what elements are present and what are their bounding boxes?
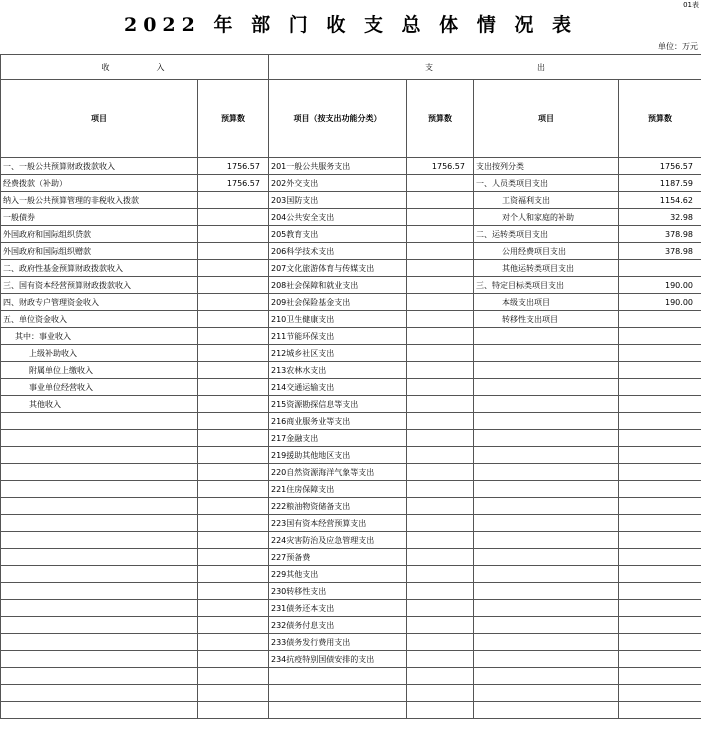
income-budget-cell [198, 583, 269, 600]
expense-budget-cell [407, 430, 474, 447]
expense-category-cell: 支出按列分类 [474, 158, 619, 175]
income-budget-cell [198, 668, 269, 685]
income-budget-cell [198, 685, 269, 702]
income-item-cell [1, 583, 198, 600]
expense-function-cell: 224灾害防治及应急管理支出 [269, 532, 407, 549]
income-item-cell [1, 430, 198, 447]
income-budget-cell [198, 702, 269, 719]
category-budget-cell: 378.98 [619, 226, 701, 243]
expense-function-cell [269, 668, 407, 685]
expense-category-cell: 对个人和家庭的补助 [474, 209, 619, 226]
header-row-columns [1, 80, 701, 158]
table-row [1, 226, 701, 243]
income-item-cell: 外国政府和国际组织赠款 [1, 243, 198, 260]
expense-category-cell [474, 362, 619, 379]
category-budget-cell [619, 651, 701, 668]
expense-category-cell [474, 345, 619, 362]
expense-function-cell: 211节能环保支出 [269, 328, 407, 345]
expense-budget-cell [407, 396, 474, 413]
expense-category-cell [474, 549, 619, 566]
category-budget-cell [619, 430, 701, 447]
header-row-sections [1, 55, 701, 80]
expense-category-cell [474, 464, 619, 481]
expense-category-cell [474, 668, 619, 685]
expense-category-cell [474, 532, 619, 549]
table-row [1, 617, 701, 634]
table-number: 01表 [683, 1, 699, 9]
table-row [1, 583, 701, 600]
income-item-cell: 纳入一般公共预算管理的非税收入拨款 [1, 192, 198, 209]
col-header-expense-budget: 预算数 [407, 80, 474, 158]
expense-section-header: 支 出 [269, 55, 701, 80]
expense-budget-cell [407, 277, 474, 294]
expense-function-cell: 232债务付息支出 [269, 617, 407, 634]
income-item-cell [1, 651, 198, 668]
category-budget-cell [619, 396, 701, 413]
table-row [1, 498, 701, 515]
table-row [1, 192, 701, 209]
table-row [1, 464, 701, 481]
income-item-cell [1, 566, 198, 583]
category-budget-cell: 1187.59 [619, 175, 701, 192]
expense-category-cell [474, 379, 619, 396]
expense-function-cell: 229其他支出 [269, 566, 407, 583]
expense-budget-cell [407, 311, 474, 328]
expense-function-cell: 203国防支出 [269, 192, 407, 209]
category-budget-cell: 32.98 [619, 209, 701, 226]
expense-budget-cell [407, 362, 474, 379]
expense-function-cell: 205教育支出 [269, 226, 407, 243]
table-row [1, 294, 701, 311]
income-budget-cell [198, 362, 269, 379]
income-budget-cell [198, 464, 269, 481]
category-budget-cell [619, 532, 701, 549]
income-item-cell [1, 600, 198, 617]
category-budget-cell: 1756.57 [619, 158, 701, 175]
expense-budget-cell [407, 294, 474, 311]
income-budget-cell [198, 192, 269, 209]
expense-function-cell: 220自然资源海洋气象等支出 [269, 464, 407, 481]
income-item-cell: 五、单位资金收入 [1, 311, 198, 328]
expense-function-cell: 202外交支出 [269, 175, 407, 192]
expense-category-cell [474, 481, 619, 498]
expense-function-cell: 215资源勘探信息等支出 [269, 396, 407, 413]
expense-budget-cell [407, 498, 474, 515]
table-row [1, 532, 701, 549]
expense-category-cell [474, 702, 619, 719]
table-row [1, 362, 701, 379]
expense-budget-cell [407, 226, 474, 243]
col-header-income-budget: 预算数 [198, 80, 269, 158]
expense-function-cell: 213农林水支出 [269, 362, 407, 379]
income-budget-cell [198, 345, 269, 362]
income-budget-cell: 1756.57 [198, 175, 269, 192]
table-row [1, 651, 701, 668]
income-item-cell [1, 668, 198, 685]
expense-budget-cell [407, 447, 474, 464]
expense-budget-cell [407, 413, 474, 430]
expense-category-cell: 其他运转类项目支出 [474, 260, 619, 277]
income-item-cell: 附属单位上缴收入 [1, 362, 198, 379]
col-header-expense-function: 项目（按支出功能分类） [269, 80, 407, 158]
income-budget-cell [198, 651, 269, 668]
income-budget-cell [198, 634, 269, 651]
category-budget-cell [619, 260, 701, 277]
expense-category-cell [474, 396, 619, 413]
table-row [1, 260, 701, 277]
income-budget-cell [198, 226, 269, 243]
income-item-cell: 其他收入 [1, 396, 198, 413]
table-row [1, 702, 701, 719]
expense-function-cell: 214交通运输支出 [269, 379, 407, 396]
income-section-header: 收 入 [1, 55, 269, 80]
expense-budget-cell [407, 481, 474, 498]
income-item-cell [1, 481, 198, 498]
income-item-cell: 经费拨款（补助） [1, 175, 198, 192]
income-budget-cell [198, 311, 269, 328]
expense-function-cell: 230转移性支出 [269, 583, 407, 600]
expense-function-cell [269, 685, 407, 702]
expense-category-cell [474, 600, 619, 617]
expense-budget-cell [407, 515, 474, 532]
expense-function-cell: 227预备费 [269, 549, 407, 566]
expense-category-cell [474, 634, 619, 651]
expense-budget-cell [407, 600, 474, 617]
category-budget-cell [619, 311, 701, 328]
table-row [1, 549, 701, 566]
expense-category-cell [474, 566, 619, 583]
income-budget-cell [198, 447, 269, 464]
category-budget-cell [619, 617, 701, 634]
expense-category-cell: 三、特定目标类项目支出 [474, 277, 619, 294]
expense-budget-cell [407, 175, 474, 192]
expense-budget-cell [407, 243, 474, 260]
category-budget-cell [619, 379, 701, 396]
col-header-category-budget: 预算数 [619, 80, 701, 158]
table-row [1, 396, 701, 413]
income-budget-cell [198, 617, 269, 634]
category-budget-cell [619, 668, 701, 685]
table-row [1, 277, 701, 294]
expense-function-cell: 204公共安全支出 [269, 209, 407, 226]
income-item-cell: 外国政府和国际组织贷款 [1, 226, 198, 243]
income-item-cell [1, 413, 198, 430]
expense-function-cell [269, 702, 407, 719]
income-item-cell: 一般债券 [1, 209, 198, 226]
table-row [1, 328, 701, 345]
category-budget-cell [619, 634, 701, 651]
expense-budget-cell [407, 209, 474, 226]
table-row [1, 634, 701, 651]
income-item-cell [1, 498, 198, 515]
expense-function-cell: 219援助其他地区支出 [269, 447, 407, 464]
table-row [1, 209, 701, 226]
unit-label: 单位：万元 [658, 42, 698, 51]
table-row [1, 175, 701, 192]
table-row [1, 566, 701, 583]
expense-function-cell: 217金融支出 [269, 430, 407, 447]
income-budget-cell [198, 498, 269, 515]
income-budget-cell [198, 532, 269, 549]
income-item-cell: 事业单位经营收入 [1, 379, 198, 396]
income-budget-cell [198, 481, 269, 498]
category-budget-cell [619, 481, 701, 498]
table-row [1, 158, 701, 175]
income-item-cell [1, 464, 198, 481]
expense-function-cell: 210卫生健康支出 [269, 311, 407, 328]
expense-category-cell [474, 583, 619, 600]
income-item-cell: 其中：事业收入 [1, 328, 198, 345]
income-item-cell [1, 447, 198, 464]
table-row [1, 243, 701, 260]
expense-function-cell: 233债务发行费用支出 [269, 634, 407, 651]
income-item-cell: 一、一般公共预算财政拨款收入 [1, 158, 198, 175]
budget-table [0, 54, 701, 719]
expense-category-cell [474, 328, 619, 345]
expense-function-cell: 223国有资本经营预算支出 [269, 515, 407, 532]
expense-budget-cell [407, 532, 474, 549]
expense-category-cell: 工资福利支出 [474, 192, 619, 209]
expense-budget-cell [407, 685, 474, 702]
expense-category-cell: 公用经费项目支出 [474, 243, 619, 260]
income-budget-cell [198, 515, 269, 532]
expense-category-cell [474, 515, 619, 532]
expense-category-cell [474, 430, 619, 447]
income-item-cell [1, 549, 198, 566]
category-budget-cell [619, 685, 701, 702]
expense-function-cell: 216商业服务业等支出 [269, 413, 407, 430]
expense-budget-cell [407, 549, 474, 566]
expense-budget-cell [407, 328, 474, 345]
expense-category-cell [474, 685, 619, 702]
income-item-cell [1, 702, 198, 719]
income-budget-cell: 1756.57 [198, 158, 269, 175]
income-budget-cell [198, 396, 269, 413]
expense-function-cell: 209社会保险基金支出 [269, 294, 407, 311]
expense-function-cell: 234抗疫特别国债安排的支出 [269, 651, 407, 668]
expense-function-cell: 222粮油物资储备支出 [269, 498, 407, 515]
income-budget-cell [198, 277, 269, 294]
category-budget-cell: 190.00 [619, 294, 701, 311]
income-item-cell [1, 634, 198, 651]
income-budget-cell [198, 413, 269, 430]
income-budget-cell [198, 566, 269, 583]
expense-budget-cell [407, 617, 474, 634]
income-item-cell: 三、国有资本经营预算财政拨款收入 [1, 277, 198, 294]
income-budget-cell [198, 549, 269, 566]
expense-function-cell: 212城乡社区支出 [269, 345, 407, 362]
income-budget-cell [198, 600, 269, 617]
category-budget-cell [619, 515, 701, 532]
category-budget-cell [619, 583, 701, 600]
table-row [1, 447, 701, 464]
income-budget-cell [198, 379, 269, 396]
category-budget-cell: 190.00 [619, 277, 701, 294]
category-budget-cell: 1154.62 [619, 192, 701, 209]
category-budget-cell [619, 464, 701, 481]
expense-category-cell [474, 413, 619, 430]
income-budget-cell [198, 209, 269, 226]
col-header-expense-category: 项目 [474, 80, 619, 158]
expense-function-cell: 206科学技术支出 [269, 243, 407, 260]
category-budget-cell [619, 498, 701, 515]
income-budget-cell [198, 328, 269, 345]
expense-category-cell [474, 447, 619, 464]
expense-budget-cell [407, 566, 474, 583]
expense-function-cell: 201一般公共服务支出 [269, 158, 407, 175]
expense-budget-cell [407, 702, 474, 719]
income-item-cell [1, 685, 198, 702]
table-row [1, 685, 701, 702]
category-budget-cell: 378.98 [619, 243, 701, 260]
expense-budget-cell: 1756.57 [407, 158, 474, 175]
expense-category-cell [474, 617, 619, 634]
table-row [1, 515, 701, 532]
category-budget-cell [619, 549, 701, 566]
expense-category-cell: 二、运转类项目支出 [474, 226, 619, 243]
expense-category-cell: 本级支出项目 [474, 294, 619, 311]
income-item-cell [1, 617, 198, 634]
expense-budget-cell [407, 260, 474, 277]
income-item-cell: 二、政府性基金预算财政拨款收入 [1, 260, 198, 277]
category-budget-cell [619, 702, 701, 719]
category-budget-cell [619, 566, 701, 583]
income-budget-cell [198, 260, 269, 277]
expense-budget-cell [407, 464, 474, 481]
expense-budget-cell [407, 345, 474, 362]
category-budget-cell [619, 447, 701, 464]
income-budget-cell [198, 243, 269, 260]
income-item-cell: 四、财政专户管理资金收入 [1, 294, 198, 311]
category-budget-cell [619, 345, 701, 362]
expense-category-cell [474, 651, 619, 668]
expense-budget-cell [407, 192, 474, 209]
expense-function-cell: 231债务还本支出 [269, 600, 407, 617]
category-budget-cell [619, 362, 701, 379]
table-row [1, 668, 701, 685]
category-budget-cell [619, 328, 701, 345]
expense-budget-cell [407, 583, 474, 600]
table-row [1, 413, 701, 430]
expense-function-cell: 207文化旅游体育与传媒支出 [269, 260, 407, 277]
income-item-cell: 上级补助收入 [1, 345, 198, 362]
table-row [1, 430, 701, 447]
category-budget-cell [619, 600, 701, 617]
table-row [1, 600, 701, 617]
expense-category-cell: 转移性支出项目 [474, 311, 619, 328]
expense-category-cell: 一、人员类项目支出 [474, 175, 619, 192]
income-budget-cell [198, 294, 269, 311]
expense-budget-cell [407, 379, 474, 396]
income-budget-cell [198, 430, 269, 447]
expense-category-cell [474, 498, 619, 515]
category-budget-cell [619, 413, 701, 430]
expense-budget-cell [407, 651, 474, 668]
table-row [1, 311, 701, 328]
page-title: 2022 年 部 门 收 支 总 体 情 况 表 [123, 14, 578, 36]
table-row [1, 481, 701, 498]
expense-function-cell: 208社会保障和就业支出 [269, 277, 407, 294]
expense-budget-cell [407, 634, 474, 651]
table-row [1, 379, 701, 396]
expense-function-cell: 221住房保障支出 [269, 481, 407, 498]
income-item-cell [1, 532, 198, 549]
col-header-income-item: 项目 [1, 80, 198, 158]
expense-budget-cell [407, 668, 474, 685]
income-item-cell [1, 515, 198, 532]
table-row [1, 345, 701, 362]
